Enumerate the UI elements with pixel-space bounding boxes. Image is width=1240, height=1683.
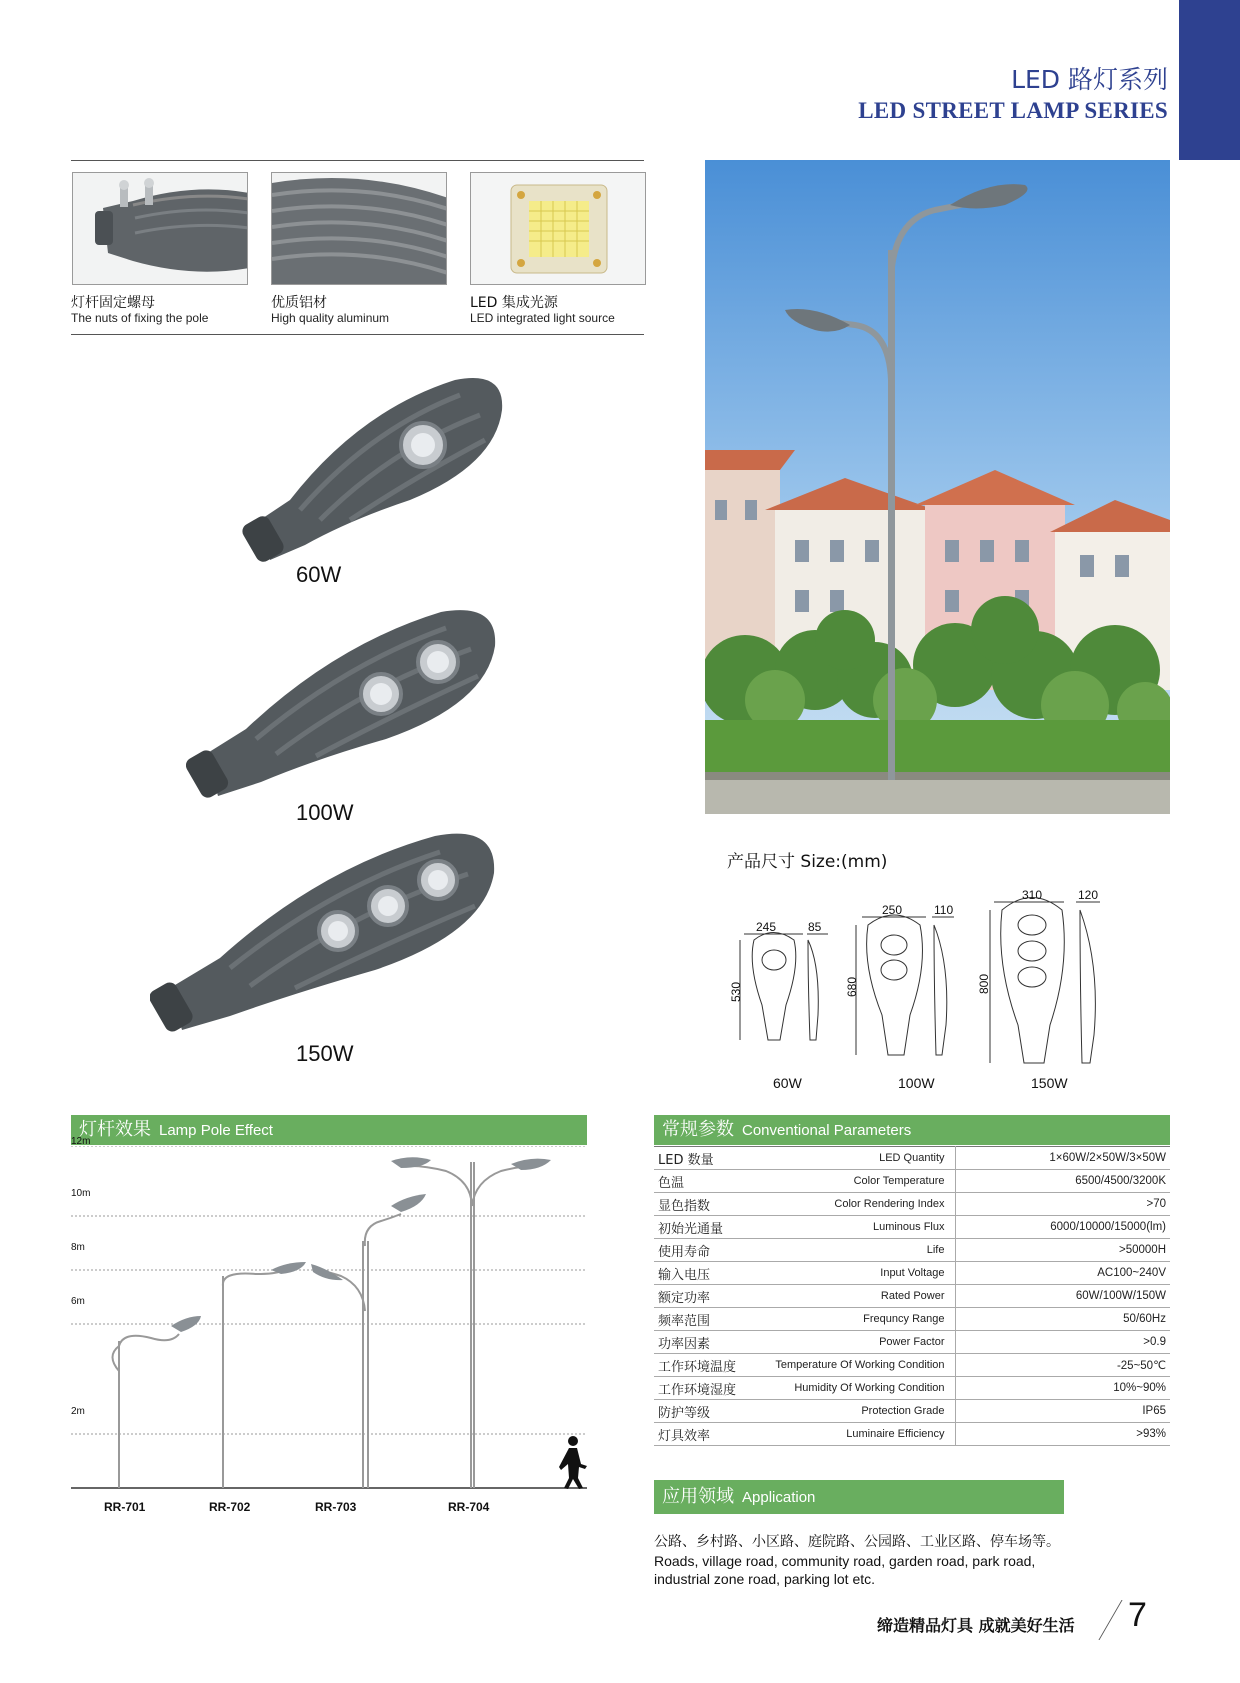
lamp-head-60w <box>240 370 510 570</box>
feature-label-cn: 灯杆固定螺母 <box>71 295 155 311</box>
params-cell-value: >0.9 <box>955 1331 1170 1354</box>
params-cell-value: 50/60Hz <box>955 1308 1170 1331</box>
page-divider <box>1098 1600 1122 1640</box>
dim-depth: 120 <box>1078 888 1099 902</box>
params-cell-cn: 初始光通量 <box>654 1216 744 1239</box>
params-cell-cn: 工作环境温度 <box>654 1354 744 1377</box>
street-lamp-photo <box>705 160 1170 814</box>
params-row <box>654 1170 1170 1193</box>
params-row <box>654 1423 1170 1446</box>
feature-label-en: The nuts of fixing the pole <box>71 311 209 325</box>
feature-label-en: LED integrated light source <box>470 311 615 325</box>
params-row <box>654 1354 1170 1377</box>
params-cell-en: Color Rendering Index <box>744 1193 955 1216</box>
params-cell-en: Temperature Of Working Condition <box>744 1354 955 1377</box>
pole-effect-title-en: Lamp Pole Effect <box>159 1122 273 1139</box>
feature-image-aluminum <box>271 172 447 285</box>
params-row <box>654 1308 1170 1331</box>
params-cell-value: 6000/10000/15000(lm) <box>955 1216 1170 1239</box>
params-cell-en: Color Temperature <box>744 1170 955 1193</box>
params-cell-cn: 色温 <box>654 1170 744 1193</box>
dim-watt-label: 150W <box>1031 1075 1068 1091</box>
dim-height: 680 <box>845 976 860 998</box>
pole-effect-header <box>71 1115 587 1145</box>
params-table <box>654 1146 1170 1446</box>
params-cell-cn: 使用寿命 <box>654 1239 744 1262</box>
params-cell-value: 60W/100W/150W <box>955 1285 1170 1308</box>
params-cell-en: Frequncy Range <box>744 1308 955 1331</box>
height-tick: 6m <box>71 1296 85 1307</box>
page-title-en: LED STREET LAMP SERIES <box>858 98 1168 123</box>
params-row <box>654 1262 1170 1285</box>
dim-height: 530 <box>729 981 744 1003</box>
feature-label-en: High quality aluminum <box>271 311 390 325</box>
application-title-cn: 应用领域 <box>662 1486 734 1507</box>
params-cell-value: 10%~90% <box>955 1377 1170 1400</box>
lamp-head-100w <box>186 604 502 804</box>
lamp-head-150w <box>150 828 500 1038</box>
params-row <box>654 1147 1170 1170</box>
feature-label-cn: 优质铝材 <box>271 295 327 311</box>
height-tick: 12m <box>71 1136 91 1147</box>
params-cell-cn: 输入电压 <box>654 1262 744 1285</box>
params-cell-en: LED Quantity <box>744 1147 955 1170</box>
params-cell-en: Power Factor <box>744 1331 955 1354</box>
feature-bottom-rule <box>71 334 644 335</box>
params-cell-value: >70 <box>955 1193 1170 1216</box>
footer-slogan: 缔造精品灯具 成就美好生活 <box>877 1616 1075 1635</box>
lamp-watt-label: 100W <box>296 800 354 825</box>
pole-model-label: RR-701 <box>104 1500 146 1514</box>
params-row <box>654 1239 1170 1262</box>
feature-image-led-chip <box>470 172 646 285</box>
height-tick: 10m <box>71 1188 91 1199</box>
params-cell-cn: 灯具效率 <box>654 1423 744 1446</box>
params-cell-en: Humidity Of Working Condition <box>744 1377 955 1400</box>
params-cell-en: Protection Grade <box>744 1400 955 1423</box>
dim-height: 800 <box>977 973 992 995</box>
params-cell-value: -25~50℃ <box>955 1354 1170 1377</box>
lamp-watt-label: 150W <box>296 1041 354 1066</box>
params-cell-value: >50000H <box>955 1239 1170 1262</box>
application-title-en: Application <box>742 1489 816 1506</box>
params-cell-cn: 显色指数 <box>654 1193 744 1216</box>
params-cell-en: Luminous Flux <box>744 1216 955 1239</box>
application-text-cn: 公路、乡村路、小区路、庭院路、公园路、工业区路、停车场等。 <box>654 1534 1060 1550</box>
feature-label-cn: LED 集成光源 <box>470 295 558 311</box>
dim-width: 310 <box>1022 888 1043 902</box>
params-row <box>654 1377 1170 1400</box>
params-cell-en: Input Voltage <box>744 1262 955 1285</box>
params-cell-cn: 工作环境湿度 <box>654 1377 744 1400</box>
dim-depth: 110 <box>934 903 954 917</box>
params-cell-en: Luminaire Efficiency <box>744 1423 955 1446</box>
corner-tab <box>1179 0 1240 160</box>
pole-effect-title-cn: 灯杆效果 <box>79 1119 151 1140</box>
params-cell-cn: LED 数量 <box>654 1147 744 1170</box>
dim-depth: 85 <box>808 920 822 934</box>
params-cell-cn: 频率范围 <box>654 1308 744 1331</box>
pole-effect-chart <box>71 1136 591 1496</box>
pole-model-label: RR-704 <box>448 1500 490 1514</box>
params-cell-cn: 功率因素 <box>654 1331 744 1354</box>
params-row <box>654 1193 1170 1216</box>
pole-model-label: RR-702 <box>209 1500 251 1514</box>
params-title-en: Conventional Parameters <box>742 1122 912 1139</box>
params-cell-value: >93% <box>955 1423 1170 1446</box>
params-cell-cn: 额定功率 <box>654 1285 744 1308</box>
feature-image-nuts <box>72 172 248 285</box>
size-title: 产品尺寸 Size:(mm) <box>727 852 888 872</box>
feature-top-rule <box>71 160 644 161</box>
params-row <box>654 1285 1170 1308</box>
params-cell-en: Life <box>744 1239 955 1262</box>
dim-watt-label: 60W <box>773 1075 802 1091</box>
params-cell-en: Rated Power <box>744 1285 955 1308</box>
dim-width: 245 <box>756 920 777 934</box>
page-title-cn: LED 路灯系列 <box>1011 65 1168 94</box>
dim-width: 250 <box>882 903 903 917</box>
params-cell-value: 1×60W/2×50W/3×50W <box>955 1147 1170 1170</box>
dim-watt-label: 100W <box>898 1075 935 1091</box>
page-number: 7 <box>1128 1596 1147 1634</box>
params-title-cn: 常规参数 <box>662 1119 734 1140</box>
lamp-watt-label: 60W <box>296 562 342 587</box>
params-cell-cn: 防护等级 <box>654 1400 744 1423</box>
height-tick: 8m <box>71 1242 85 1253</box>
params-cell-value: AC100~240V <box>955 1262 1170 1285</box>
pole-model-label: RR-703 <box>315 1500 357 1514</box>
application-header <box>654 1480 1064 1514</box>
params-cell-value: IP65 <box>955 1400 1170 1423</box>
params-header <box>654 1115 1170 1145</box>
params-cell-value: 6500/4500/3200K <box>955 1170 1170 1193</box>
params-row <box>654 1400 1170 1423</box>
application-text-en: Roads, village road, community road, garden road, park road, industrial zone road, parking lot etc. <box>654 1553 1036 1587</box>
height-tick: 2m <box>71 1406 85 1417</box>
params-row <box>654 1216 1170 1239</box>
params-row <box>654 1331 1170 1354</box>
